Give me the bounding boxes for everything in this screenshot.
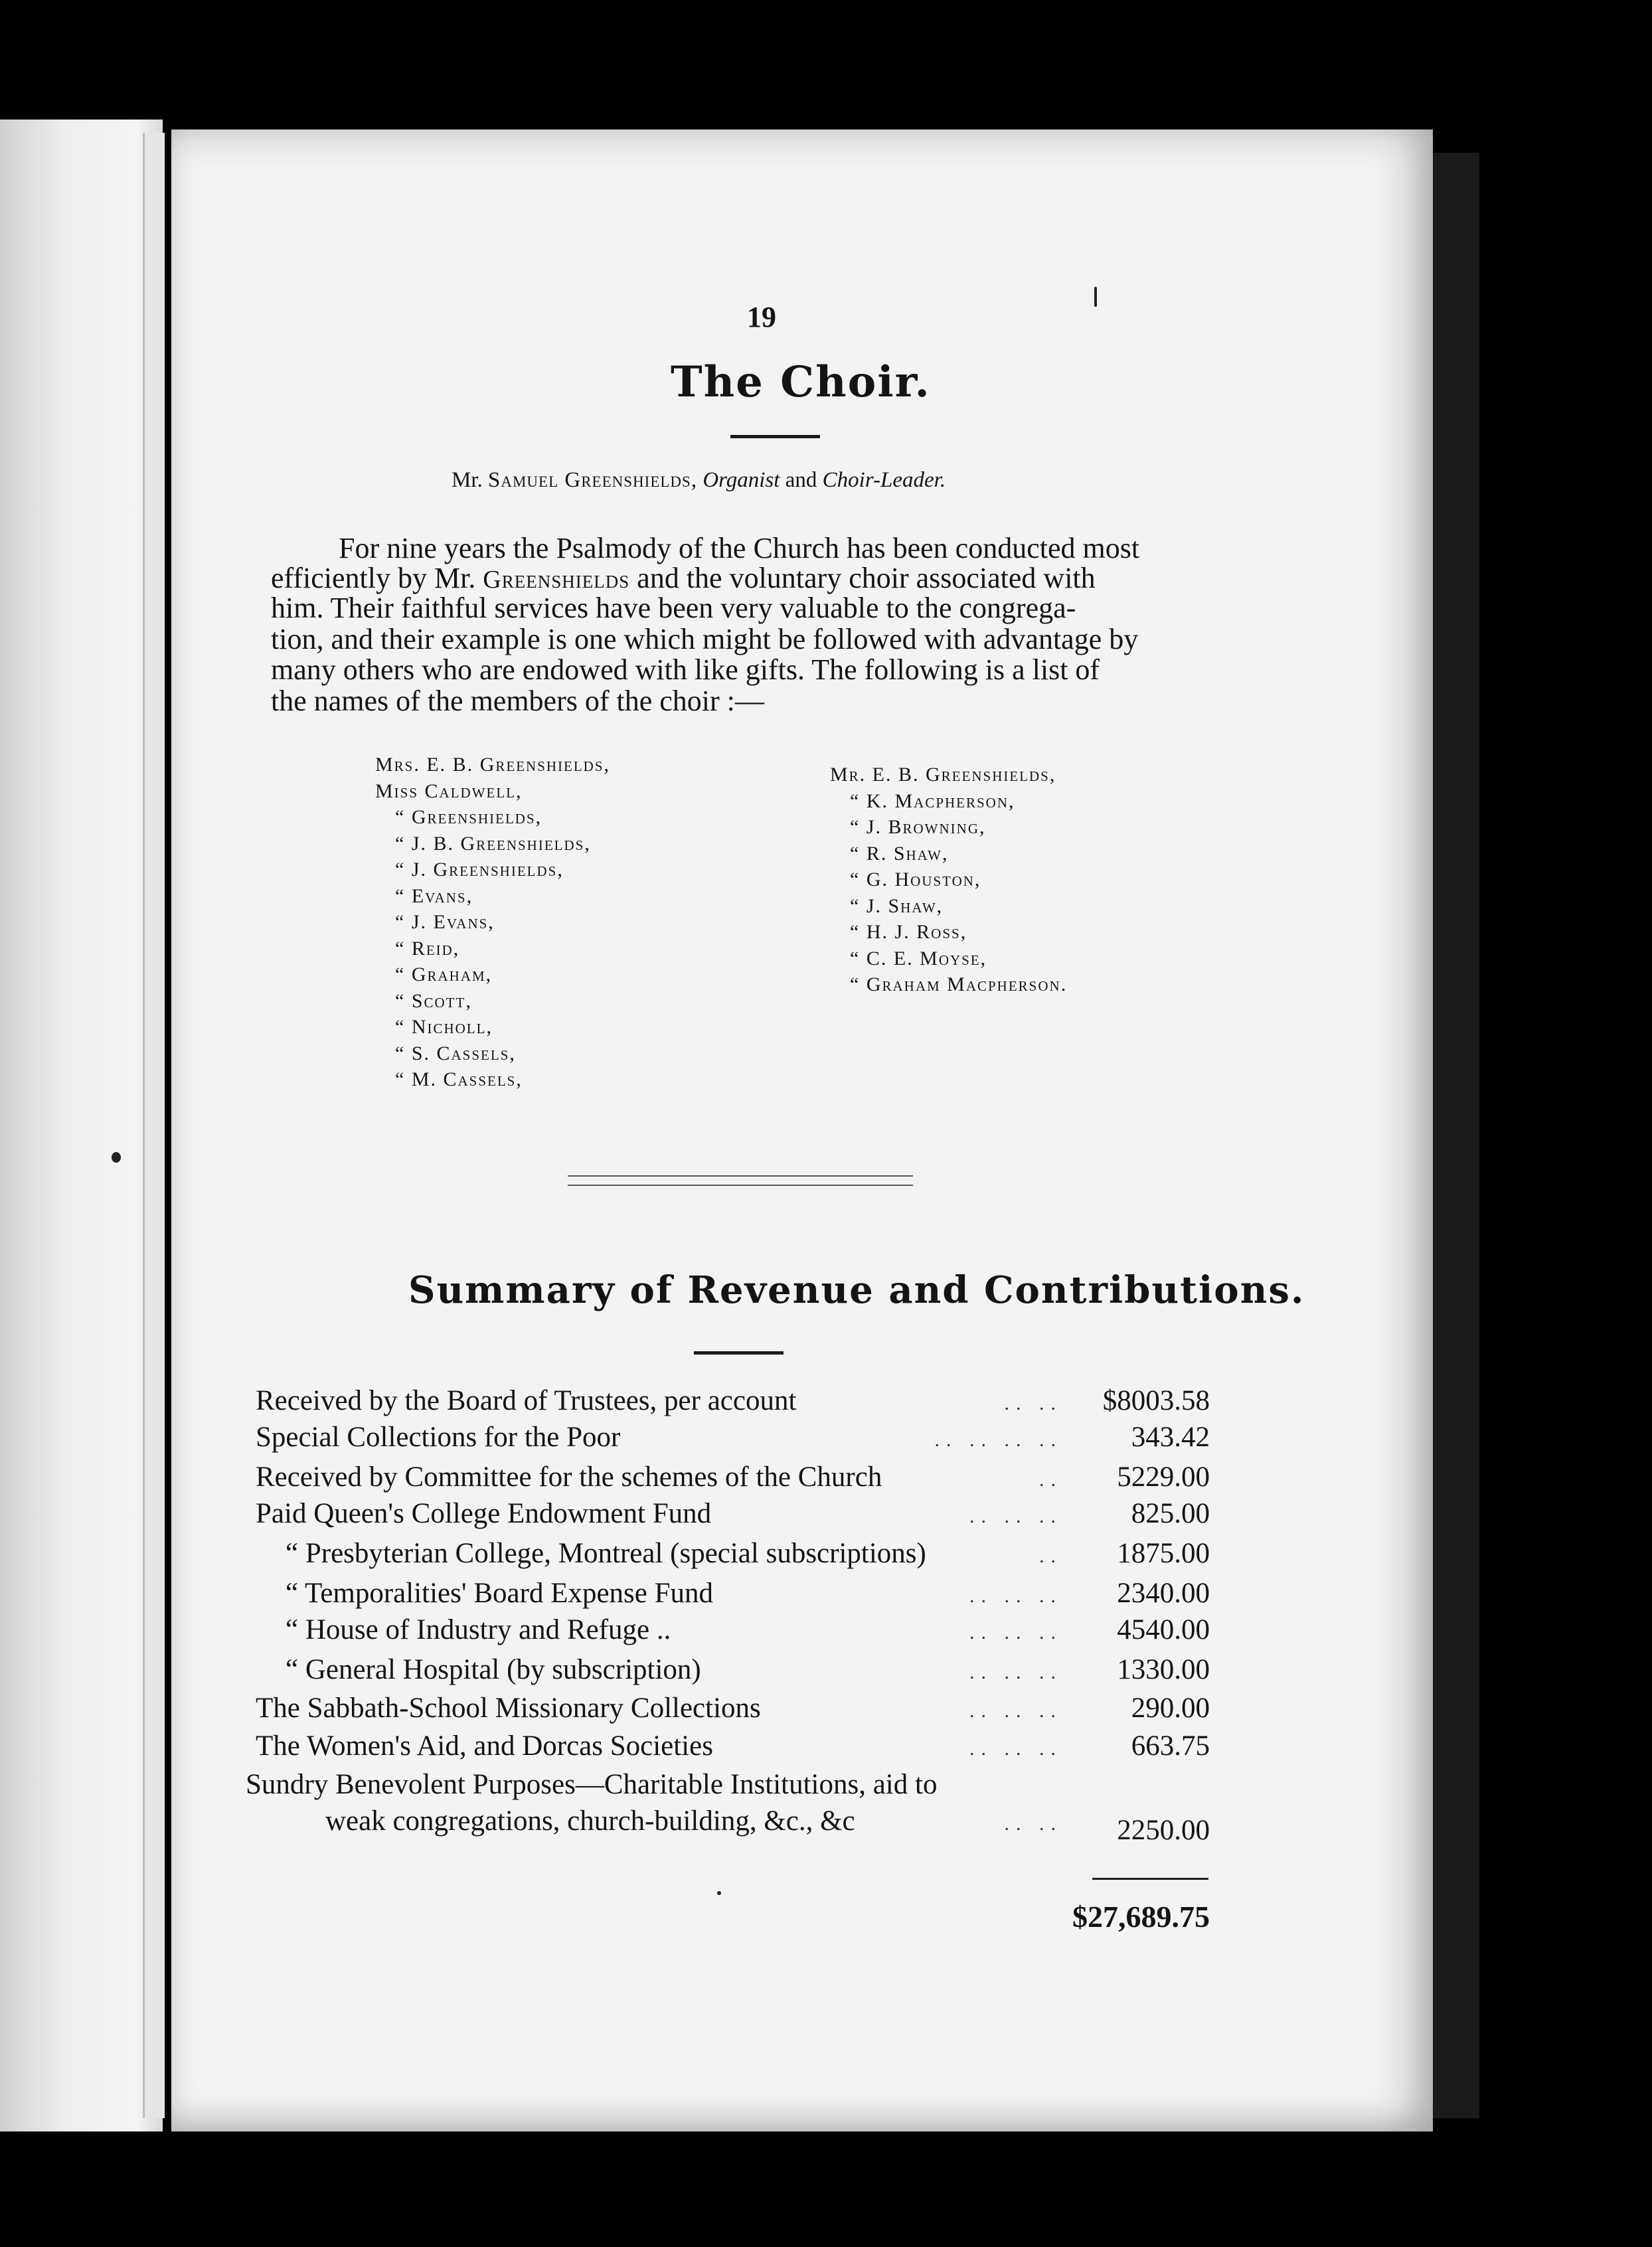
paragraph-text: many others who are endowed with like gifts. The following is a list of: [271, 653, 1100, 686]
summary-row-label: Sundry Benevolent Purposes—Charitable Institutions, aid to: [246, 1769, 938, 1800]
summary-row-label: “ House of Industry and Refuge ..: [286, 1614, 671, 1645]
summary-row-leader: .. ..: [1004, 1813, 1062, 1835]
choir-member: “ Scott,: [395, 989, 472, 1012]
choir-member: “ S. Cassels,: [395, 1042, 516, 1064]
paragraph-name: Greenshields: [483, 566, 630, 594]
choir-member: “ H. J. Ross,: [850, 921, 967, 943]
summary-row-label: weak congregations, church-building, &c., &c: [325, 1805, 855, 1837]
choir-member: “ Graham Macpherson.: [850, 973, 1068, 995]
organist-name: Samuel Greenshields,: [488, 468, 698, 492]
summary-row-leader: .. .. ..: [969, 1505, 1062, 1527]
paragraph-text: the names of the members of the choir :—: [271, 685, 764, 717]
summary-row-amount: 5229.00: [1117, 1461, 1210, 1493]
summary-row-label: “ Temporalities' Board Expense Fund: [286, 1578, 714, 1609]
paragraph-text: tion, and their example is one which might be followed with advantage by: [271, 623, 1139, 655]
choir-member: “ K. Macpherson,: [850, 790, 1015, 812]
choir-member: “ J. B. Greenshields,: [395, 832, 591, 855]
organist-prefix: Mr.: [452, 468, 483, 492]
choir-member: “ J. Evans,: [395, 911, 495, 933]
choir-member: “ M. Cassels,: [395, 1068, 523, 1090]
summary-row-amount: 343.42: [1131, 1422, 1210, 1453]
choir-member: “ Nicholl,: [395, 1016, 493, 1038]
summary-row-leader: .. ..: [1004, 1392, 1062, 1414]
summary-heading: Summary of Revenue and Contributions.: [408, 1268, 1305, 1312]
title-rule: [730, 435, 820, 438]
summary-row-amount: 290.00: [1131, 1693, 1210, 1724]
organist-line: [452, 468, 946, 493]
page-number: 19: [747, 301, 776, 333]
paragraph-text: For nine years the Psalmody of the Church has been conducted most: [339, 532, 1140, 564]
summary-row-amount: 663.75: [1131, 1730, 1210, 1762]
choir-member: “ J. Browning,: [850, 816, 986, 838]
paragraph-line: [339, 531, 1139, 565]
summary-row-label: The Sabbath-School Missionary Collections: [256, 1693, 761, 1724]
choir-member: “ Reid,: [395, 937, 460, 959]
facing-page-margin: [143, 133, 165, 2118]
choir-leader-role: Choir-Leader.: [822, 468, 946, 492]
summary-row-label: Special Collections for the Poor: [256, 1422, 621, 1453]
paragraph-line: [271, 684, 764, 718]
summary-row-amount: 1330.00: [1117, 1654, 1210, 1685]
summary-row-label: “ Presbyterian College, Montreal (special subscriptions): [286, 1538, 926, 1569]
summary-row-leader: .. .. ..: [969, 1700, 1062, 1722]
paragraph-text: him. Their faithful services have been very valuable to the congrega-: [271, 592, 1076, 624]
choir-member: “ Greenshields,: [395, 806, 542, 828]
choir-member: Mrs. E. B. Greenshields,: [375, 754, 611, 776]
summary-row-label: Received by Committee for the schemes of the Church: [256, 1461, 882, 1493]
summary-rule: [694, 1351, 784, 1355]
choir-member: Mr. E. B. Greenshields,: [830, 764, 1056, 786]
summary-row-amount: 1875.00: [1117, 1538, 1210, 1569]
choir-heading: The Choir.: [671, 357, 931, 407]
choir-member: “ C. E. Moyse,: [850, 947, 987, 969]
summary-row-amount: 2250.00: [1117, 1815, 1210, 1846]
summary-row-leader: ..: [1039, 1469, 1062, 1491]
organist-and: and: [785, 468, 817, 492]
summary-total: $27,689.75: [1072, 1900, 1210, 1934]
summary-row-label: “ General Hospital (by subscription): [286, 1654, 701, 1685]
paragraph-text: efficiently by Mr.: [271, 562, 483, 594]
facing-page-edge: [0, 120, 163, 2131]
choir-member: “ Graham,: [395, 963, 493, 985]
summary-row-leader: .. .. ..: [969, 1738, 1062, 1760]
summary-row-leader: ..: [1039, 1545, 1062, 1567]
paragraph-line: [271, 622, 1138, 656]
speck: [112, 1152, 121, 1163]
summary-row-leader: .. .. ..: [969, 1585, 1062, 1607]
choir-member: Miss Caldwell,: [375, 780, 523, 802]
choir-member: “ J. Greenshields,: [395, 859, 564, 880]
total-rule: [1092, 1878, 1208, 1880]
summary-row-label: Received by the Board of Trustees, per account: [256, 1385, 797, 1416]
speck: [1094, 287, 1097, 307]
summary-row-leader: .. .. ..: [969, 1622, 1062, 1643]
paragraph-line: [271, 653, 1100, 687]
summary-row-amount: $8003.58: [1102, 1385, 1210, 1416]
speck: [717, 1891, 721, 1895]
choir-member: “ Evans,: [395, 884, 473, 907]
summary-row-leader: .. .. .. ..: [934, 1429, 1062, 1451]
paragraph-line: [271, 561, 1096, 595]
summary-row-leader: .. .. ..: [969, 1661, 1062, 1683]
organist-role: Organist: [702, 468, 780, 492]
summary-row-amount: 4540.00: [1117, 1614, 1210, 1645]
summary-row-label: The Women's Aid, and Dorcas Societies: [256, 1730, 713, 1762]
book-cover-edge: [1433, 153, 1479, 2118]
choir-member: “ R. Shaw,: [850, 842, 949, 865]
section-divider: [568, 1175, 913, 1186]
choir-member: “ G. Houston,: [850, 869, 981, 890]
paragraph-text: and the voluntary choir associated with: [629, 562, 1096, 594]
summary-row-amount: 2340.00: [1117, 1578, 1210, 1609]
summary-row-label: Paid Queen's College Endowment Fund: [256, 1498, 712, 1529]
choir-member: “ J. Shaw,: [850, 894, 944, 917]
paragraph-line: [271, 591, 1076, 625]
summary-row-amount: 825.00: [1131, 1498, 1210, 1529]
